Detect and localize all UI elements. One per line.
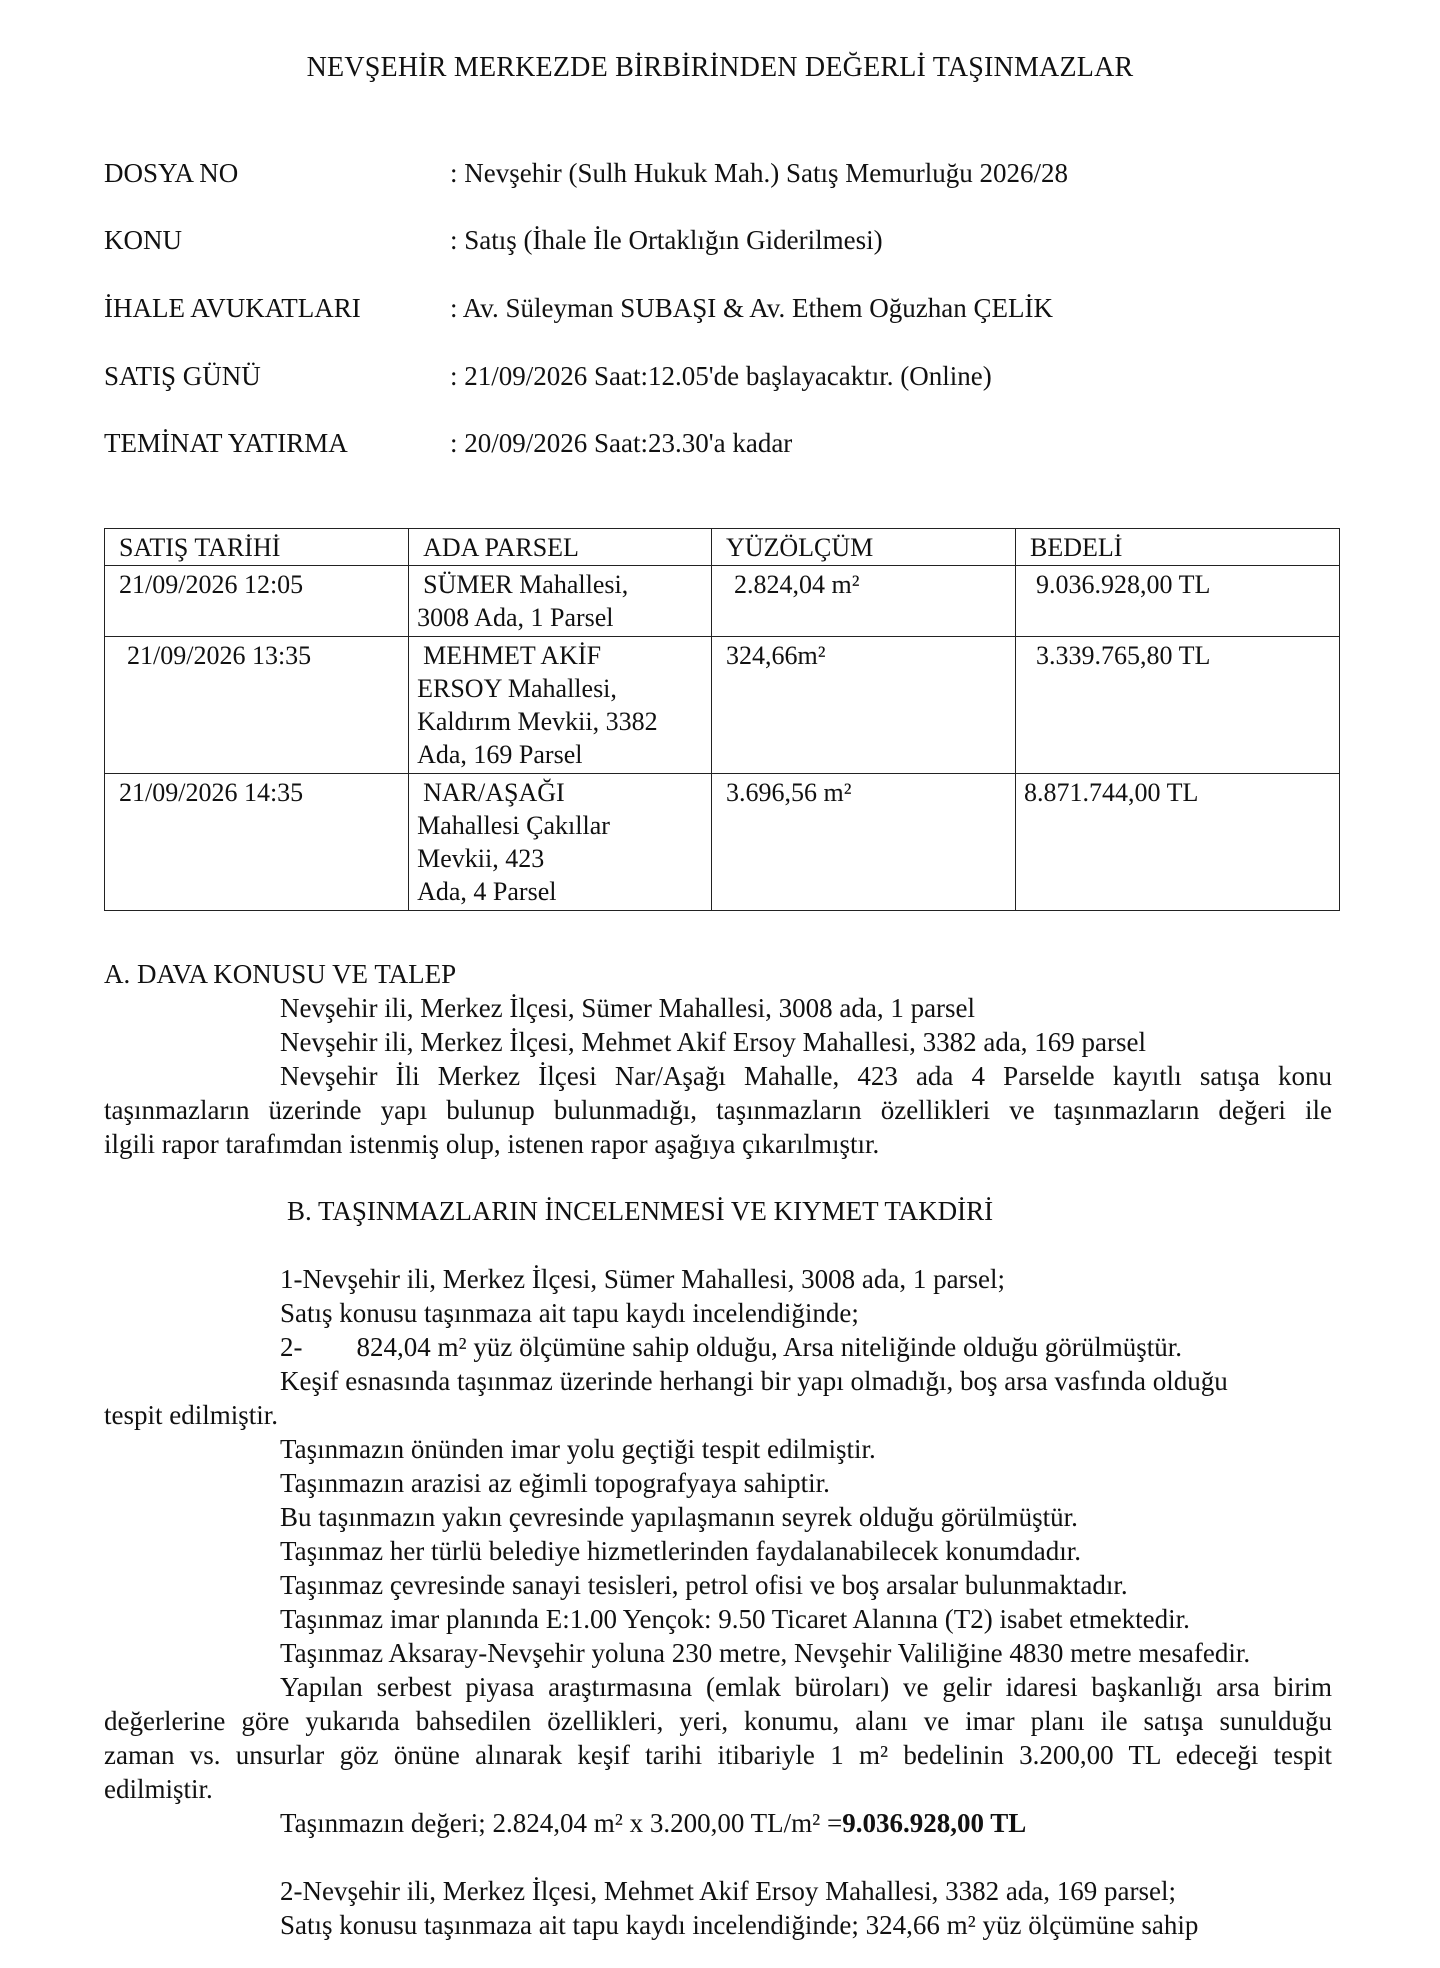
parcel-line: 3008 Ada, 1 Parsel [417,603,614,632]
property-1-paragraph-line: zaman vs. unsurlar göz önüne alınarak keşif tarihi itibariyle 1 m² bedelinin 3.200,00 TL edeceği tespit [104,1740,1332,1770]
info-value: : 20/09/2026 Saat:23.30'a kadar [450,428,793,458]
table-row [105,774,1340,911]
info-label: İHALE AVUKATLARI [104,293,361,323]
cell-date: 21/09/2026 14:35 [105,774,409,911]
section-a-paragraph-line: ilgili rapor tarafımdan istenmiş olup, istenen rapor aşağıya çıkarılmıştır. [104,1129,880,1159]
info-label: TEMİNAT YATIRMA [104,428,348,458]
parcel-line: NAR/AŞAĞI [423,778,565,807]
section-a-paragraph-line: taşınmazların üzerinde yapı bulunup bulunmadığı, taşınmazların özellikleri ve taşınmazların değeri ile [104,1095,1332,1125]
column-header-price: BEDELİ [1016,529,1340,566]
property-1-line: Taşınmaz imar planında E:1.00 Yençok: 9.50 Ticaret Alanına (T2) isabet etmektedir. [280,1604,1190,1634]
cell-area: 3.696,56 m² [711,774,1015,911]
property-1-line: Taşınmaz her türlü belediye hizmetlerinden faydalanabilecek konumdadır. [280,1536,1082,1566]
section-b-heading: B. TAŞINMAZLARIN İNCELENMESİ VE KIYMET TAKDİRİ [287,1196,994,1226]
cell-parcel [409,774,712,911]
property-1-title: 1-Nevşehir ili, Merkez İlçesi, Sümer Mahallesi, 3008 ada, 1 parsel; [280,1264,1006,1294]
property-1-paragraph-line: değerlerine göre yukarıda bahsedilen özellikleri, yeri, konumu, alanı ve imar planı ile satışa sunulduğu [104,1706,1332,1736]
column-header-parcel: ADA PARSEL [409,529,712,566]
info-value: : Satış (İhale İle Ortaklığın Giderilmesi) [450,225,883,255]
section-a-paragraph-line: Nevşehir İli Merkez İlçesi Nar/Aşağı Mahalle, 423 ada 4 Parselde kayıtlı satışa konu [280,1061,1332,1091]
property-1-value-label: Taşınmazın değeri; 2.824,04 m² x 3.200,00 TL/m² = [280,1808,843,1838]
property-1-line: Taşınmaz Aksaray-Nevşehir yoluna 230 metre, Nevşehir Valiliğine 4830 metre mesafedir. [280,1638,1251,1668]
info-value: : 21/09/2026 Saat:12.05'de başlayacaktır. (Online) [450,361,992,391]
property-1-line: Satış konusu taşınmaza ait tapu kaydı incelendiğinde; [280,1298,859,1328]
property-1-paragraph-line: edilmiştir. [104,1774,213,1804]
table-header-row [105,529,1340,566]
section-a-line: Nevşehir ili, Merkez İlçesi, Mehmet Akif Ersoy Mahallesi, 3382 ada, 169 parsel [280,1027,1147,1057]
property-1-line: tespit edilmiştir. [104,1400,278,1430]
cell-price: 3.339.765,80 TL [1016,637,1340,774]
parcel-line: Mevkii, 423 [417,844,545,873]
cell-parcel [409,566,712,637]
parcel-line: Ada, 169 Parsel [417,740,583,769]
parcel-line: MEHMET AKİF [423,641,602,670]
cell-price: 8.871.744,00 TL [1016,774,1340,911]
table-row [105,637,1340,774]
table-row [105,566,1340,637]
cell-date: 21/09/2026 12:05 [105,566,409,637]
cell-parcel [409,637,712,774]
column-header-area: YÜZÖLÇÜM [711,529,1015,566]
sales-table [104,528,1340,911]
cell-price: 9.036.928,00 TL [1016,566,1340,637]
parcel-line: SÜMER Mahallesi, [423,570,629,599]
column-header-date: SATIŞ TARİHİ [105,529,409,566]
property-1-value: 9.036.928,00 TL [842,1808,1027,1838]
property-2-title: 2-Nevşehir ili, Merkez İlçesi, Mehmet Akif Ersoy Mahallesi, 3382 ada, 169 parsel; [280,1876,1177,1906]
parcel-line: Mahallesi Çakıllar [417,811,610,840]
section-a-line: Nevşehir ili, Merkez İlçesi, Sümer Mahallesi, 3008 ada, 1 parsel [280,993,976,1023]
property-1-line: 2- 824,04 m² yüz ölçümüne sahip olduğu, Arsa niteliğinde olduğu görülmüştür. [280,1332,1183,1362]
document-title: NEVŞEHİR MERKEZDE BİRBİRİNDEN DEĞERLİ TAŞINMAZLAR [306,52,1134,83]
property-1-line: Keşif esnasında taşınmaz üzerinde herhangi bir yapı olmadığı, boş arsa vasfında olduğu [280,1366,1228,1396]
property-1-line: Taşınmazın önünden imar yolu geçtiği tespit edilmiştir. [280,1434,876,1464]
property-1-paragraph-line: Yapılan serbest piyasa araştırmasına (emlak büroları) ve gelir idaresi başkanlığı arsa birim [280,1672,1332,1702]
info-value: : Av. Süleyman SUBAŞI & Av. Ethem Oğuzhan ÇELİK [450,293,1053,323]
info-label: KONU [104,225,182,255]
cell-area: 2.824,04 m² [711,566,1015,637]
section-a-heading: A. DAVA KONUSU VE TALEP [104,959,457,989]
property-2-line: Satış konusu taşınmaza ait tapu kaydı incelendiğinde; 324,66 m² yüz ölçümüne sahip [280,1910,1199,1940]
parcel-line: ERSOY Mahallesi, [417,674,617,703]
property-1-line: Taşınmaz çevresinde sanayi tesisleri, petrol ofisi ve boş arsalar bulunmaktadır. [280,1570,1128,1600]
info-label: DOSYA NO [104,158,239,188]
property-1-line: Taşınmazın arazisi az eğimli topografyaya sahiptir. [280,1468,830,1498]
parcel-line: Ada, 4 Parsel [417,877,557,906]
parcel-line: Kaldırım Mevkii, 3382 [417,707,658,736]
cell-date: 21/09/2026 13:35 [105,637,409,774]
cell-area: 324,66m² [711,637,1015,774]
property-1-line: Bu taşınmazın yakın çevresinde yapılaşmanın seyrek olduğu görülmüştür. [280,1502,1078,1532]
info-value: : Nevşehir (Sulh Hukuk Mah.) Satış Memurluğu 2026/28 [450,158,1068,188]
info-label: SATIŞ GÜNÜ [104,361,261,391]
property-1-value-line [280,1806,1026,1840]
